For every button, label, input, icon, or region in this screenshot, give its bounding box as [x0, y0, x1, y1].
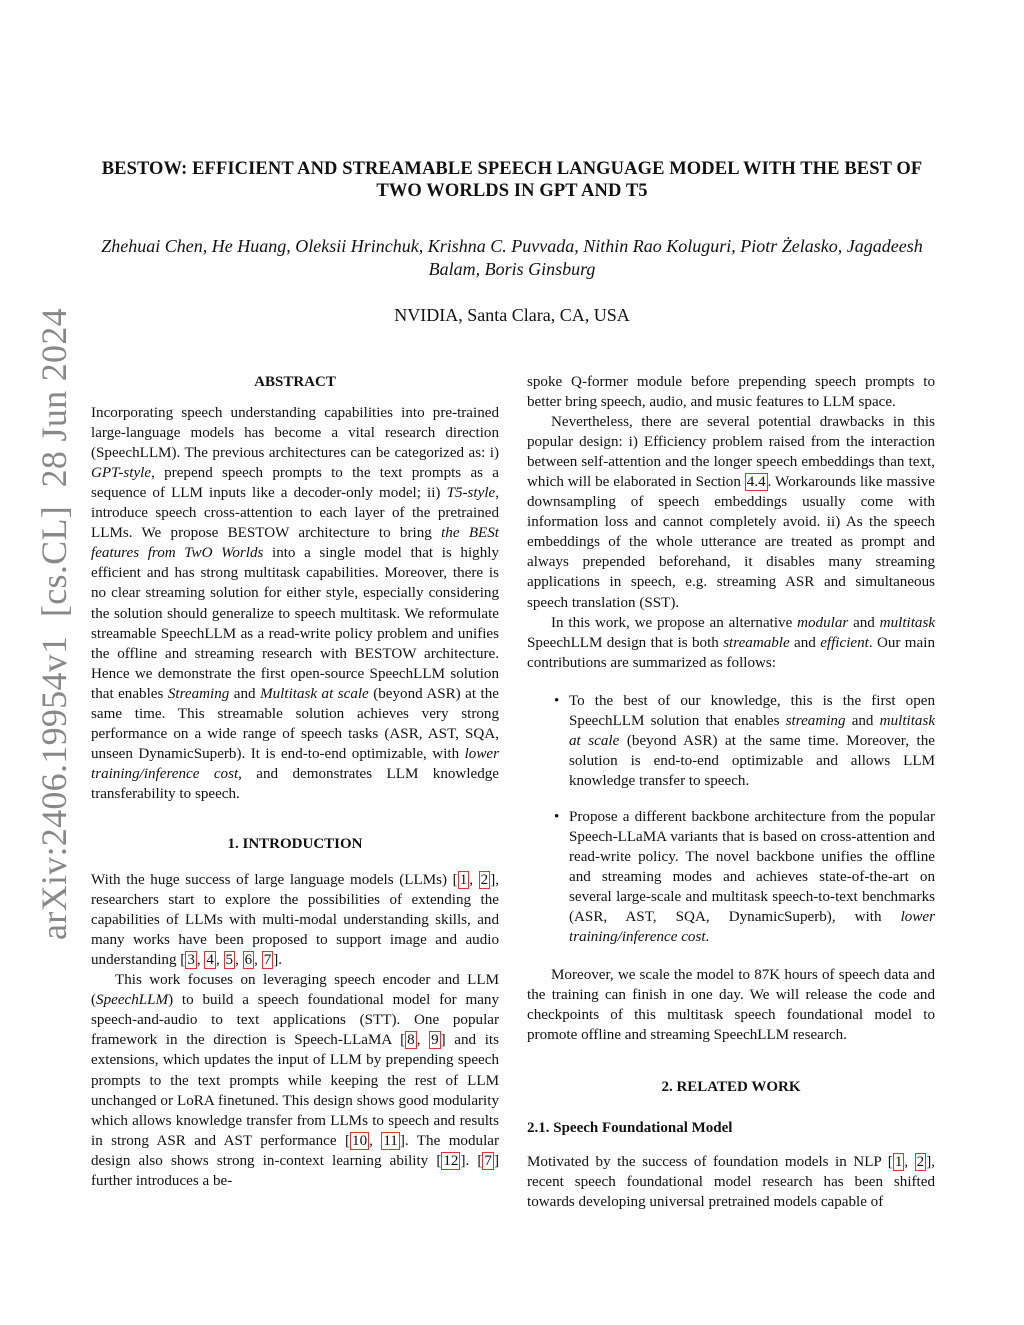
intro-paragraph-2-cont: spoke Q-former module before prepending speech prompts to better bring speech, audio, and music features to LLM space.	[527, 374, 935, 411]
citation-link[interactable]: 3	[187, 952, 195, 969]
citation-link[interactable]: 6	[244, 952, 253, 969]
list-item: • Propose a different backbone architecture from the popular Speech-LLaMA variants that is based on cross-attention and read-write policy. The novel backbone unifies the offline and streaming modes and achieves state-of-the-art on several large-scale and multitask speech-to-text benchmarks (ASR, AST, SQA, DynamicSuperb), with lower training/inference cost.	[569, 807, 935, 947]
abstract-heading: ABSTRACT	[254, 374, 336, 390]
citation-link[interactable]: 10	[352, 1132, 368, 1149]
related-paragraph-1: Motivated by the success of foundation models in NLP [ 1 , 2 ], recent speech foundational model research has been shifted towards developing universal pretrained models capable of	[527, 1153, 936, 1210]
intro-paragraph-5: Moreover, we scale the model to 87K hours of speech data and the training can finish in one day. We will release the code and checkpoints of this multitask speech foundational model to promote offline and streaming SpeechLLM research.	[527, 967, 935, 1044]
list-item: • To the best of our knowledge, this is the first open SpeechLLM solution that enables streaming and multitask at scale (beyond ASR) at the same time. Moreover, the solution is end-to-end optimizable and allows LLM knowledge transfer to speech.	[569, 691, 935, 791]
citation-link[interactable]: 8	[407, 1032, 415, 1049]
citation-link[interactable]: 11	[383, 1132, 398, 1149]
intro-paragraph-2: This work focuses on leveraging speech encoder and LLM (SpeechLLM) to build a speech foundational model for many speech-and-audio to text applications (STT). One popular framework in the direction is Speech-LLaMA [ 8 , 9 ] and its extensions, which updates the input of LLM by prepending speech prompts to the text prompts while keeping the rest of LLM unchanged or LoRA finetuned. This design shows good modularity which allows knowledge transfer from LLMs to speech and results in strong ASR and AST performance [ 10 , 11 ]. The modular design also shows strong in-context learning ability [ 12 ]. [ 7 ] further introduces a be-	[91, 972, 499, 1189]
citation-link[interactable]: 4	[206, 952, 214, 969]
contributions-list	[527, 691, 935, 948]
left-column	[91, 372, 499, 1191]
abstract-body: Incorporating speech understanding capabilities into pre-trained large-language models has become a vital research direction (SpeechLLM). The previous architectures can be categorized as: i) GPT-style, prepend speech prompts to the text prompts as a sequence of LLM inputs like a decoder-only model; ii) T5-style, introduce speech cross-attention to each layer of the pretrained LLMs. We propose BESTOW architecture to bring the BESt features from TwO Worlds into a single model that is highly efficient and has strong multitask capabilities. Moreover, there is no clear streaming solution for either style, especially considering the solution should generalize to speech multitask. We reformulate streamable SpeechLLM as a read-write policy problem and unifies the offline and streaming research with BESTOW architecture. Hence we demonstrate the first open-source SpeechLLM solution that enables Streaming and Multitask at scale (beyond ASR) at the same time. This streamable solution achieves very strong performance on a wide range of speech tasks (ASR, AST, SQA, unseen DynamicSuperb). It is end-to-end optimizable, with lower training/inference cost, and demonstrates LLM knowledge transferability to speech.	[91, 405, 500, 802]
citation-link[interactable]: 12	[443, 1152, 459, 1169]
section-link[interactable]: 4.4	[746, 474, 766, 491]
citation-link[interactable]: 1	[894, 1153, 903, 1170]
citation-link[interactable]: 7	[484, 1152, 492, 1169]
intro-paragraph-3: Nevertheless, there are several potential drawbacks in this popular design: i) Efficiency problem raised from the interaction between self-attention and the longer speech embeddings than text, which will be elaborated in Section 4.4 . Workarounds like massive downsampling of speech embeddings usually come with information loss and cannot completely avoid. ii) As the speech embeddings of the whole utterance are treated as prompt and always prepended beforehand, it disables many streaming applications in speech, e.g. streaming ASR and simultaneous speech translation (SST).	[527, 414, 936, 611]
citation-link[interactable]: 7	[263, 952, 272, 969]
author-list: Zhehuai Chen, He Huang, Oleksii Hrinchuk, Krishna C. Puvvada, Nithin Rao Koluguri, Piotr Żelasko, Jagadeesh Balam, Boris Ginsburg	[101, 236, 923, 279]
introduction-heading: 1. INTRODUCTION	[227, 835, 363, 852]
intro-paragraph-1: With the huge success of large language models (LLMs) [ 1 , 2 ], researchers start to explore the possibilities of extending the capabilities of LLMs with multi-modal understanding skills, and many works have been proposed to support image and audio understanding [ 3 , 4 , 5 , 6 , 7 ].	[91, 872, 499, 969]
arxiv-identifier: arXiv:2406.19954v1 [cs.CL] 28 Jun 2024	[34, 308, 74, 940]
citation-link[interactable]: 5	[225, 952, 234, 969]
paper-title: BESTOW: EFFICIENT AND STREAMABLE SPEECH LANGUAGE MODEL WITH THE BEST OF TWO WORLDS IN GPT AND T5	[101, 159, 923, 201]
related-work-heading: 2. RELATED WORK	[661, 1079, 801, 1096]
affiliation: NVIDIA, Santa Clara, CA, USA	[394, 305, 630, 325]
citation-link[interactable]: 9	[431, 1032, 439, 1049]
citation-link[interactable]: 2	[480, 872, 489, 889]
citation-link[interactable]: 1	[459, 872, 468, 889]
subsection-heading: 2.1. Speech Foundational Model	[527, 1119, 733, 1136]
intro-paragraph-4: In this work, we propose an alternative modular and multitask SpeechLLM design that is both streamable and efficient. Our main contributions are summarized as follows:	[527, 614, 936, 671]
right-column	[527, 372, 935, 1212]
citation-link[interactable]: 2	[916, 1153, 925, 1170]
